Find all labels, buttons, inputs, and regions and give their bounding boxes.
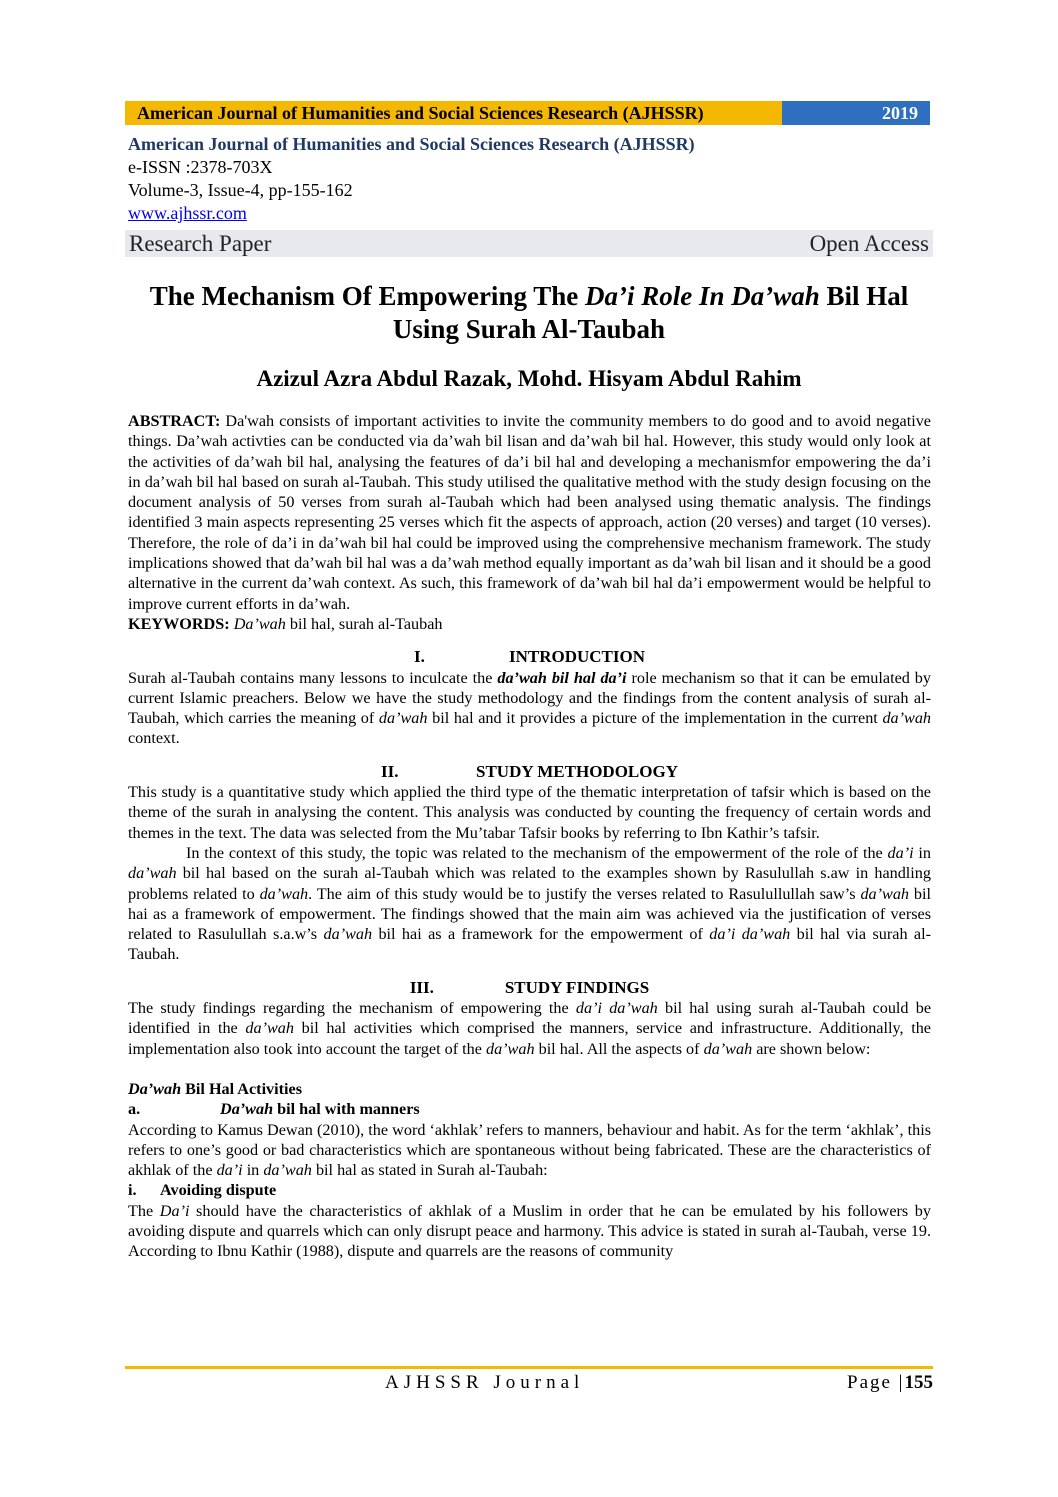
journal-website-link[interactable]: www.ajhssr.com	[128, 203, 247, 223]
section-number: II.	[381, 761, 399, 781]
spacer	[128, 1059, 931, 1079]
methodology-paragraph-2: In the context of this study, the topic was related to the mechanism of the empowerment of the role of the da’i in da’wah bil hal based on the surah al-Taubah which was related to the examples shown by Rasulullah s.aw in handling problems related to da’wah. The aim of this study would be to justify the verses related to Rasulullullah saw’s da’wah bil hai as a framework of empowerment. The findings showed that the main aim was achieved via the justification of verses related to Rasulullah s.a.w’s da’wah bil hai as a framework for the empowerment of da’i da’wah bil hal via surah al-Taubah.	[128, 843, 932, 964]
header-journal-name: American Journal of Humanities and Social Sciences Research (AJHSSR)	[125, 101, 782, 125]
section-title: STUDY FINDINGS	[504, 977, 650, 997]
methodology-paragraph-1: This study is a quantitative study which applied the third type of the thematic interpretation of tafsir which is based on the theme of the surah in analysing the content. This analysis was conducted by counting the frequency of certain words and themes in the text. The data was selected from the Mu’tabar Tafsir books by referring to Ibn Kathir’s tafsir.	[128, 783, 931, 842]
journal-volume: Volume-3, Issue-4, pp-155-162	[128, 180, 353, 200]
footer-divider	[125, 1366, 933, 1369]
findings-paragraph: The study findings regarding the mechanism of empowering the da’i da’wah bil hal using surah al-Taubah could be identified in the da’wah bil hal activities which comprised the manners, service and infrastructure. Additionally, the implementation also took into account the target of the da’wah bil hal. All the aspects of da’wah are shown below:	[128, 999, 932, 1058]
keywords	[128, 614, 931, 634]
section-heading-findings	[128, 978, 931, 998]
abstract	[128, 411, 931, 614]
section-title: INTRODUCTION	[508, 647, 646, 667]
keywords-label: KEYWORDS:	[128, 614, 230, 633]
abstract-label: ABSTRACT:	[128, 412, 221, 430]
paper-body	[128, 411, 931, 1262]
open-access-label: Open Access	[809, 230, 929, 256]
footer-page	[847, 1372, 933, 1394]
subheading-activities: Da’wah Bil Hal Activities	[128, 1079, 303, 1098]
header-year: 2019	[782, 101, 930, 125]
paper-authors: Azizul Azra Abdul Razak, Mohd. Hisyam Abdul Rahim	[256, 366, 802, 391]
footer-page-label: Page |	[847, 1372, 905, 1393]
section-heading-introduction	[128, 647, 931, 667]
title-italic-part: Da’i Role In Da’wah	[584, 281, 820, 311]
journal-info	[128, 133, 933, 225]
keyword-italic: Da’wah	[233, 614, 286, 633]
footer-journal-name: AJHSSR Journal	[385, 1372, 585, 1393]
subheading-avoiding-dispute: i. Avoiding dispute	[128, 1181, 277, 1200]
title-part: Bil Hal Using Surah Al-Taubah	[392, 281, 909, 344]
journal-header-bar	[125, 101, 930, 125]
abstract-text: Da'wah consists of important activities to invite the community members to do good and to avoid negative things. Da’wah activties can be conducted via da’wah bil lisan and da’wah bil hal. However, this study would only look at the activities of da’wah bil hal, analysing the features of da’i bil hal and developing a mechanismfor empowering the da’i in da’wah bil hal based on surah al-Taubah. This study utilised the qualitative method with the study design focusing on the document analysis of 50 verses from surah al-Taubah which had been analysed using thematic analysis. The findings identified 3 main aspects representing 25 verses which fit the aspects of approach, action (20 verses) and target (10 verses). Therefore, the role of da’i in da’wah bil hal could be improved using the comprehensive mechanism framework. The study implications showed that da’wah bil hal was a da’wah method equally important as da’wah bil lisan and it should be a good alternative in the current da’wah context. As such, this framework of da’wah bil hal da’i empowerment would be helpful to improve current efforts in da’wah.	[128, 412, 931, 613]
paper-type-bar	[125, 230, 933, 257]
manners-paragraph: According to Kamus Dewan (2010), the word ‘akhlak’ refers to manners, behaviour and habit. As for the term ‘akhlak’, this refers to one’s good or bad characteristics which are spontaneous without being fabricated. These are the characteristics of akhlak of the da’i in da’wah bil hal as stated in Surah al-Taubah:	[128, 1120, 931, 1180]
title-part: The Mechanism Of Empowering The	[149, 281, 585, 311]
journal-title: American Journal of Humanities and Social Sciences Research (AJHSSR)	[128, 134, 695, 154]
journal-issn: e-ISSN :2378-703X	[128, 157, 273, 177]
subheading-manners: a. Da’wah bil hal with manners	[128, 1100, 420, 1119]
section-number: III.	[409, 977, 434, 997]
footer-page-number: 155	[904, 1372, 933, 1393]
section-title: STUDY METHODOLOGY	[476, 761, 678, 781]
page-footer	[385, 1372, 933, 1394]
section-number: I.	[413, 647, 425, 667]
keywords-text: bil hal, surah al-Taubah	[285, 614, 443, 633]
section-heading-methodology	[128, 762, 931, 782]
paper-title	[128, 280, 930, 346]
paper-type-label: Research Paper	[129, 230, 272, 256]
avoiding-dispute-paragraph: The Da’i should have the characteristics of akhlak of a Muslim in order that he can be emulated by his followers by avoiding dispute and quarrels which can only disrupt peace and harmony. This advice is stated in surah al-Taubah, verse 19. According to Ibnu Kathir (1988), dispute and quarrels are the reasons of community	[128, 1201, 931, 1261]
introduction-paragraph: Surah al-Taubah contains many lessons to inculcate the da’wah bil hal da’i role mechanism so that it can be emulated by current Islamic preachers. Below we have the study methodology and the findings from the content analysis of surah al-Taubah, which carries the meaning of da’wah bil hal and it provides a picture of the implementation in the current da’wah context.	[128, 668, 931, 748]
